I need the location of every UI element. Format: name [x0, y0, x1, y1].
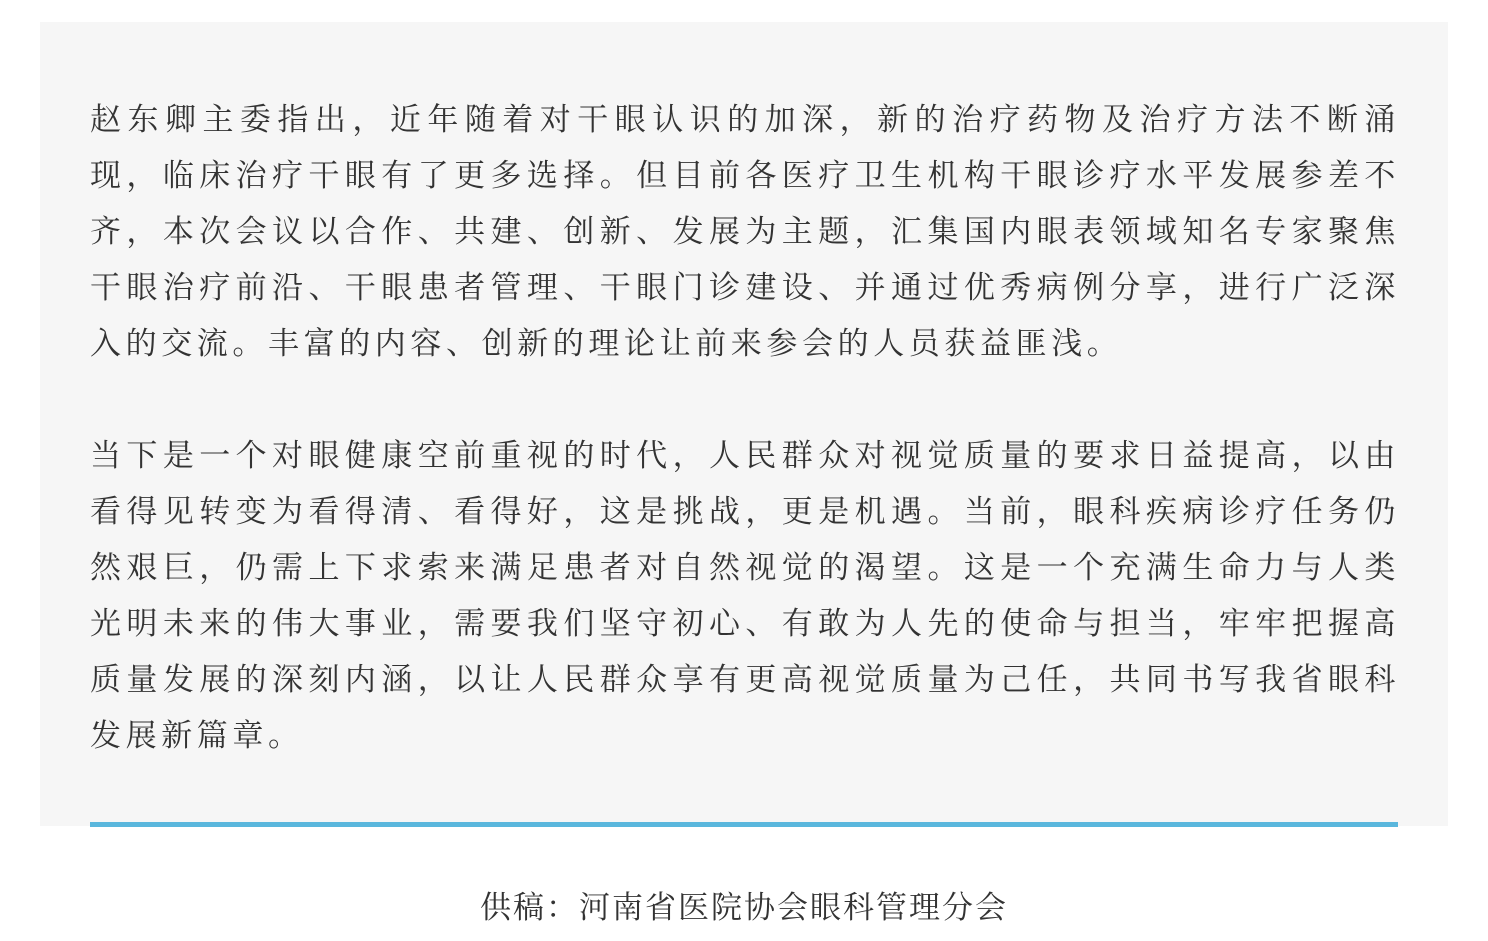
article-paragraph-2: 当下是一个对眼健康空前重视的时代，人民群众对视觉质量的要求日益提高，以由看得见转变为看得清、看得好，这是挑战，更是机遇。当前，眼科疾病诊疗任务仍然艰巨，仍需上下求索来满足患者对自然视觉的渴望。这是一个充满生命力与人类光明未来的伟大事业，需要我们坚守初心、有敢为人先的使命与担当，牢牢把握高质量发展的深刻内涵，以让人民群众享有更高视觉质量为己任，共同书写我省眼科发展新篇章。: [90, 438, 1400, 754]
section-divider: [90, 822, 1398, 827]
source-credit: 供稿：河南省医院协会眼科管理分会: [480, 890, 1008, 926]
article-paragraph-1: 赵东卿主委指出，近年随着对干眼认识的加深，新的治疗药物及治疗方法不断涌现，临床治疗干眼有了更多选择。但目前各医疗卫生机构干眼诊疗水平发展参差不齐，本次会议以合作、共建、创新、发展为主题，汇集国内眼表领域知名专家聚焦干眼治疗前沿、干眼患者管理、干眼门诊建设、并通过优秀病例分享，进行广泛深入的交流。丰富的内容、创新的理论让前来参会的人员获益匪浅。: [90, 102, 1400, 362]
